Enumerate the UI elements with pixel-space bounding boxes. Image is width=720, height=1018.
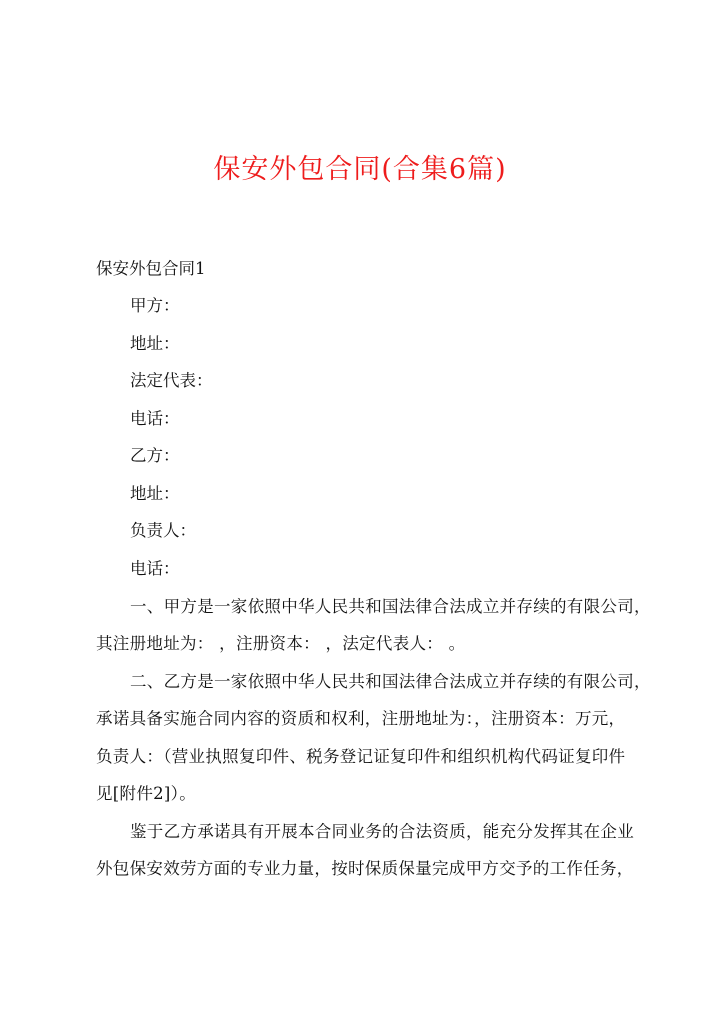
- clause-2-line-1: 二、乙方是一家依照中华人民共和国法律合法成立并存续的有限公司，: [130, 672, 651, 691]
- party-b-phone-label: 电话：: [130, 559, 180, 578]
- clause-1-line-2: 其注册地址为： ，注册资本： ，法定代表人： 。: [96, 634, 466, 653]
- clause-1-line-1: 一、甲方是一家依照中华人民共和国法律合法成立并存续的有限公司，: [130, 597, 651, 616]
- party-b-address-label: 地址：: [130, 484, 180, 503]
- party-a-label: 甲方：: [130, 296, 180, 315]
- party-a-phone-label: 电话：: [130, 409, 180, 428]
- legal-representative-label: 法定代表：: [130, 371, 213, 390]
- clause-3-line-2: 外包保安效劳方面的专业力量，按时保质保量完成甲方交予的工作任务，: [96, 859, 634, 878]
- clause-3-line-1: 鉴于乙方承诺具有开展本合同业务的合法资质，能充分发挥其在企业: [130, 822, 634, 841]
- document-title: 保安外包合同(合集6篇): [213, 154, 507, 185]
- party-a-address-label: 地址：: [130, 334, 180, 353]
- party-b-label: 乙方：: [130, 446, 180, 465]
- clause-2-line-4: 见[附件2]）。: [96, 784, 197, 803]
- person-in-charge-label: 负责人：: [130, 521, 196, 540]
- clause-2-line-2: 承诺具备实施合同内容的资质和权利，注册地址为：，注册资本：万元，: [96, 709, 626, 728]
- clause-2-line-3: 负责人：（营业执照复印件、税务登记证复印件和组织机构代码证复印件: [96, 747, 626, 766]
- section-heading: 保安外包合同1: [96, 259, 206, 278]
